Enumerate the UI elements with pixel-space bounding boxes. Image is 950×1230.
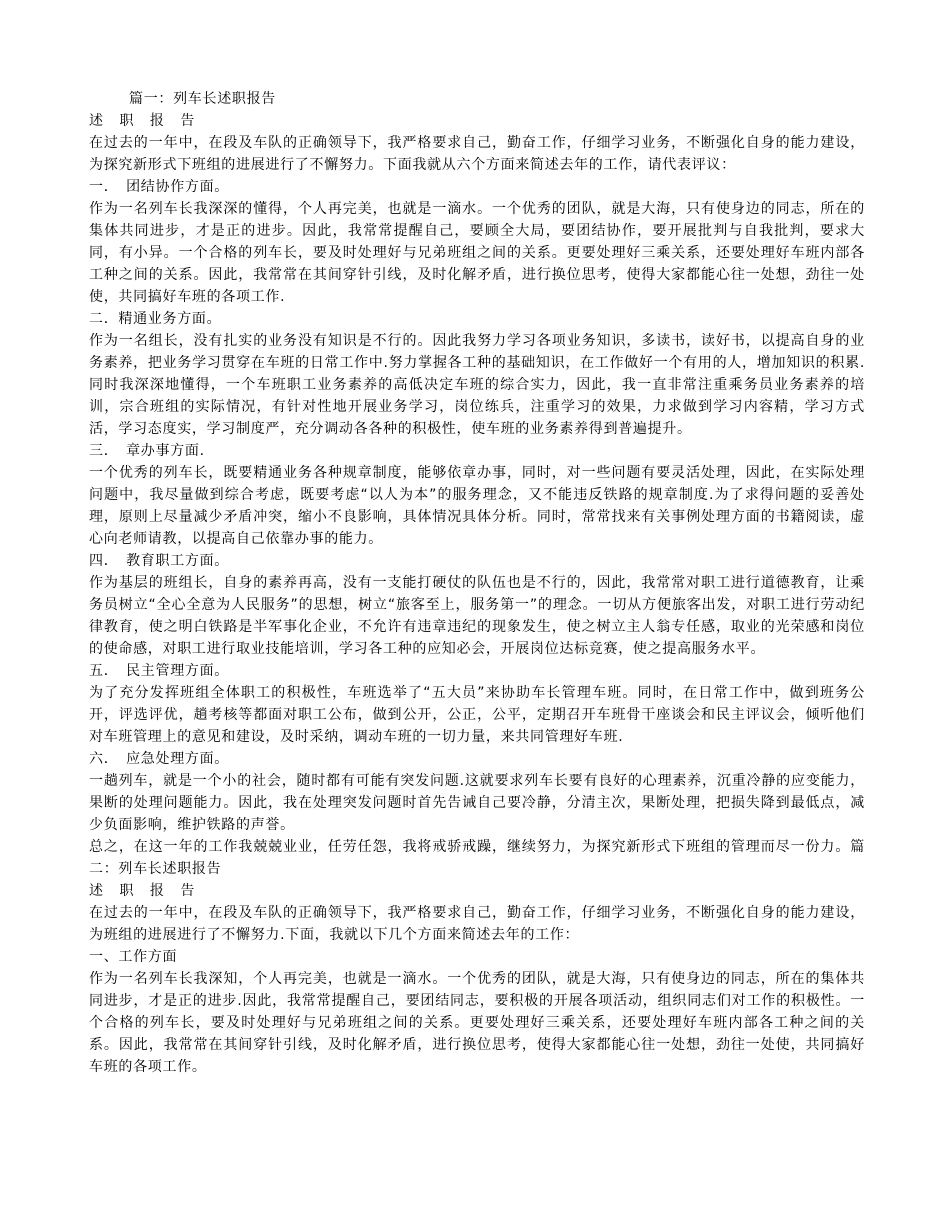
intro-paragraph-2: 在过去的一年中，在段及车队的正确领导下，我严格要求自己，勤奋工作，仔细学习业务，不断强化自身的能力建设，为班组的进展进行了不懈努力.下面，我就以下几个方面来简述去年的工作： <box>89 905 865 943</box>
report-heading-2: 述 职 报 告 <box>89 883 201 899</box>
section-heading-teamwork: 一． 团结协作方面。 <box>89 179 229 195</box>
section-heading-business: 二．精通业务方面。 <box>89 311 222 327</box>
paragraph-teamwork: 作为一名列车长我深深的懂得，个人再完美，也就是一滴水。一个优秀的团队，就是大海，只有使身边的同志，所在的集体共同进步，才是正的进步。因此，我常常提醒自己，要顾全大局，要团结协作，要开展批判与自我批判，要求大同，有小异。一个合格的列车长，要及时处理好与兄弟班组之间的关系。更要处理好三乘关系，还要处理好车班内部各工种之间的关系。因此，我常常在其间穿针引线，及时化解矛盾，进行换位思考，使得大家都能心往一处想，劲往一处使，共同搞好车班的各项工作. <box>89 201 865 305</box>
section-heading-democracy: 五． 民主管理方面。 <box>89 663 229 679</box>
section-heading-education: 四． 教育职工方面。 <box>89 553 229 569</box>
report-heading: 述 职 报 告 <box>89 113 201 129</box>
document-body <box>89 88 865 1078</box>
intro-paragraph: 在过去的一年中，在段及车队的正确领导下，我严格要求自己，勤奋工作，仔细学习业务，不断强化自身的能力建设，为探究新形式下班组的进展进行了不懈努力。下面我就从六个方面来简述去年的工作，请代表评议： <box>89 135 865 173</box>
section-heading-work: 一、工作方面 <box>89 949 178 965</box>
paragraph-business: 作为一名组长，没有扎实的业务没有知识是不行的。因此我努力学习各项业务知识，多读书，读好书，以提高自身的业务素养，把业务学习贯穿在车班的日常工作中.努力掌握各工种的基础知识，在工作做好一个有用的人，增加知识的积累.同时我深深地懂得，一个车班职工业务素养的高低决定车班的综合实力，因此，我一直非常注重乘务员业务素养的培训，宗合班组的实际情况，有针对性地开展业务学习，岗位练兵，注重学习的效果，力求做到学习内容精，学习方式活，学习态度实，学习制度严，充分调动各各种的积极性，使车班的业务素养得到普遍提升。 <box>89 333 865 437</box>
paragraph-rules: 一个优秀的列车长，既要精通业务各种规章制度，能够依章办事，同时，对一些问题有要灵活处理，因此，在实际处理问题中，我尽量做到综合考虑，既要考虑“以人为本”的服务理念，又不能违反铁路的规章制度.为了求得问题的妥善处理，原则上尽量减少矛盾冲突，缩小不良影响，具体情况具体分析。同时，常常找来有关事例处理方面的书籍阅读，虚心向老师请教，以提高自己依靠办事的能力。 <box>89 465 865 547</box>
paragraph-summary: 总之，在这一年的工作我兢兢业业，任劳任怨，我将戒骄戒躁，继续努力，为探究新形式下班组的管理而尽一份力。篇二：列车长述职报告 <box>89 839 865 877</box>
paragraph-democracy: 为了充分发挥班组全体职工的积极性，车班选举了“五大员”来协助车长管理车班。同时，在日常工作中，做到班务公开，评选评优，趟考核等都面对职工公布，做到公开，公正，公平，定期召开车班骨干座谈会和民主评议会，倾听他们对车班管理上的意见和建设，及时采纳，调动车班的一切力量，来共同管理好车班. <box>89 685 865 745</box>
paragraph-work: 作为一名列车长我深知，个人再完美，也就是一滴水。一个优秀的团队，就是大海，只有使身边的同志，所在的集体共同进步，才是正的进步.因此，我常常提醒自己，要团结同志，要积极的开展各项活动，组织同志们对工作的积极性。一个合格的列车长，要及时处理好与兄弟班组之间的关系。更要处理好三乘关系，还要处理好车班内部各工种之间的关系。因此，我常常在其间穿针引线，及时化解矛盾，进行换位思考，使得大家都能心往一处想，劲往一处使，共同搞好车班的各项工作。 <box>89 971 865 1075</box>
paragraph-emergency: 一趟列车，就是一个小的社会，随时都有可能有突发问题.这就要求列车长要有良好的心理素养，沉重冷静的应变能力，果断的处理问题能力。因此，我在处理突发问题时首先告诫自己要冷静，分清主次，果断处理，把损失降到最低点，减少负面影响，维护铁路的声誉。 <box>89 773 865 833</box>
document-title: 篇一：列车长述职报告 <box>129 91 276 107</box>
section-heading-rules: 三． 章办事方面. <box>89 443 205 459</box>
paragraph-education: 作为基层的班组长，自身的素养再高，没有一支能打硬仗的队伍也是不行的，因此，我常常对职工进行道德教育，让乘务员树立“全心全意为人民服务”的思想，树立“旅客至上，服务第一”的理念。一切从方便旅客出发，对职工进行劳动纪律教育，使之明白铁路是半军事化企业，不允许有违章违纪的现象发生，使之树立主人翁专任感，取业的光荣感和岗位的使命感，对职工进行取业技能培训，学习各工种的应知必会，开展岗位达标竞赛，使之提高服务水平。 <box>89 575 865 657</box>
section-heading-emergency: 六． 应急处理方面。 <box>89 751 229 767</box>
